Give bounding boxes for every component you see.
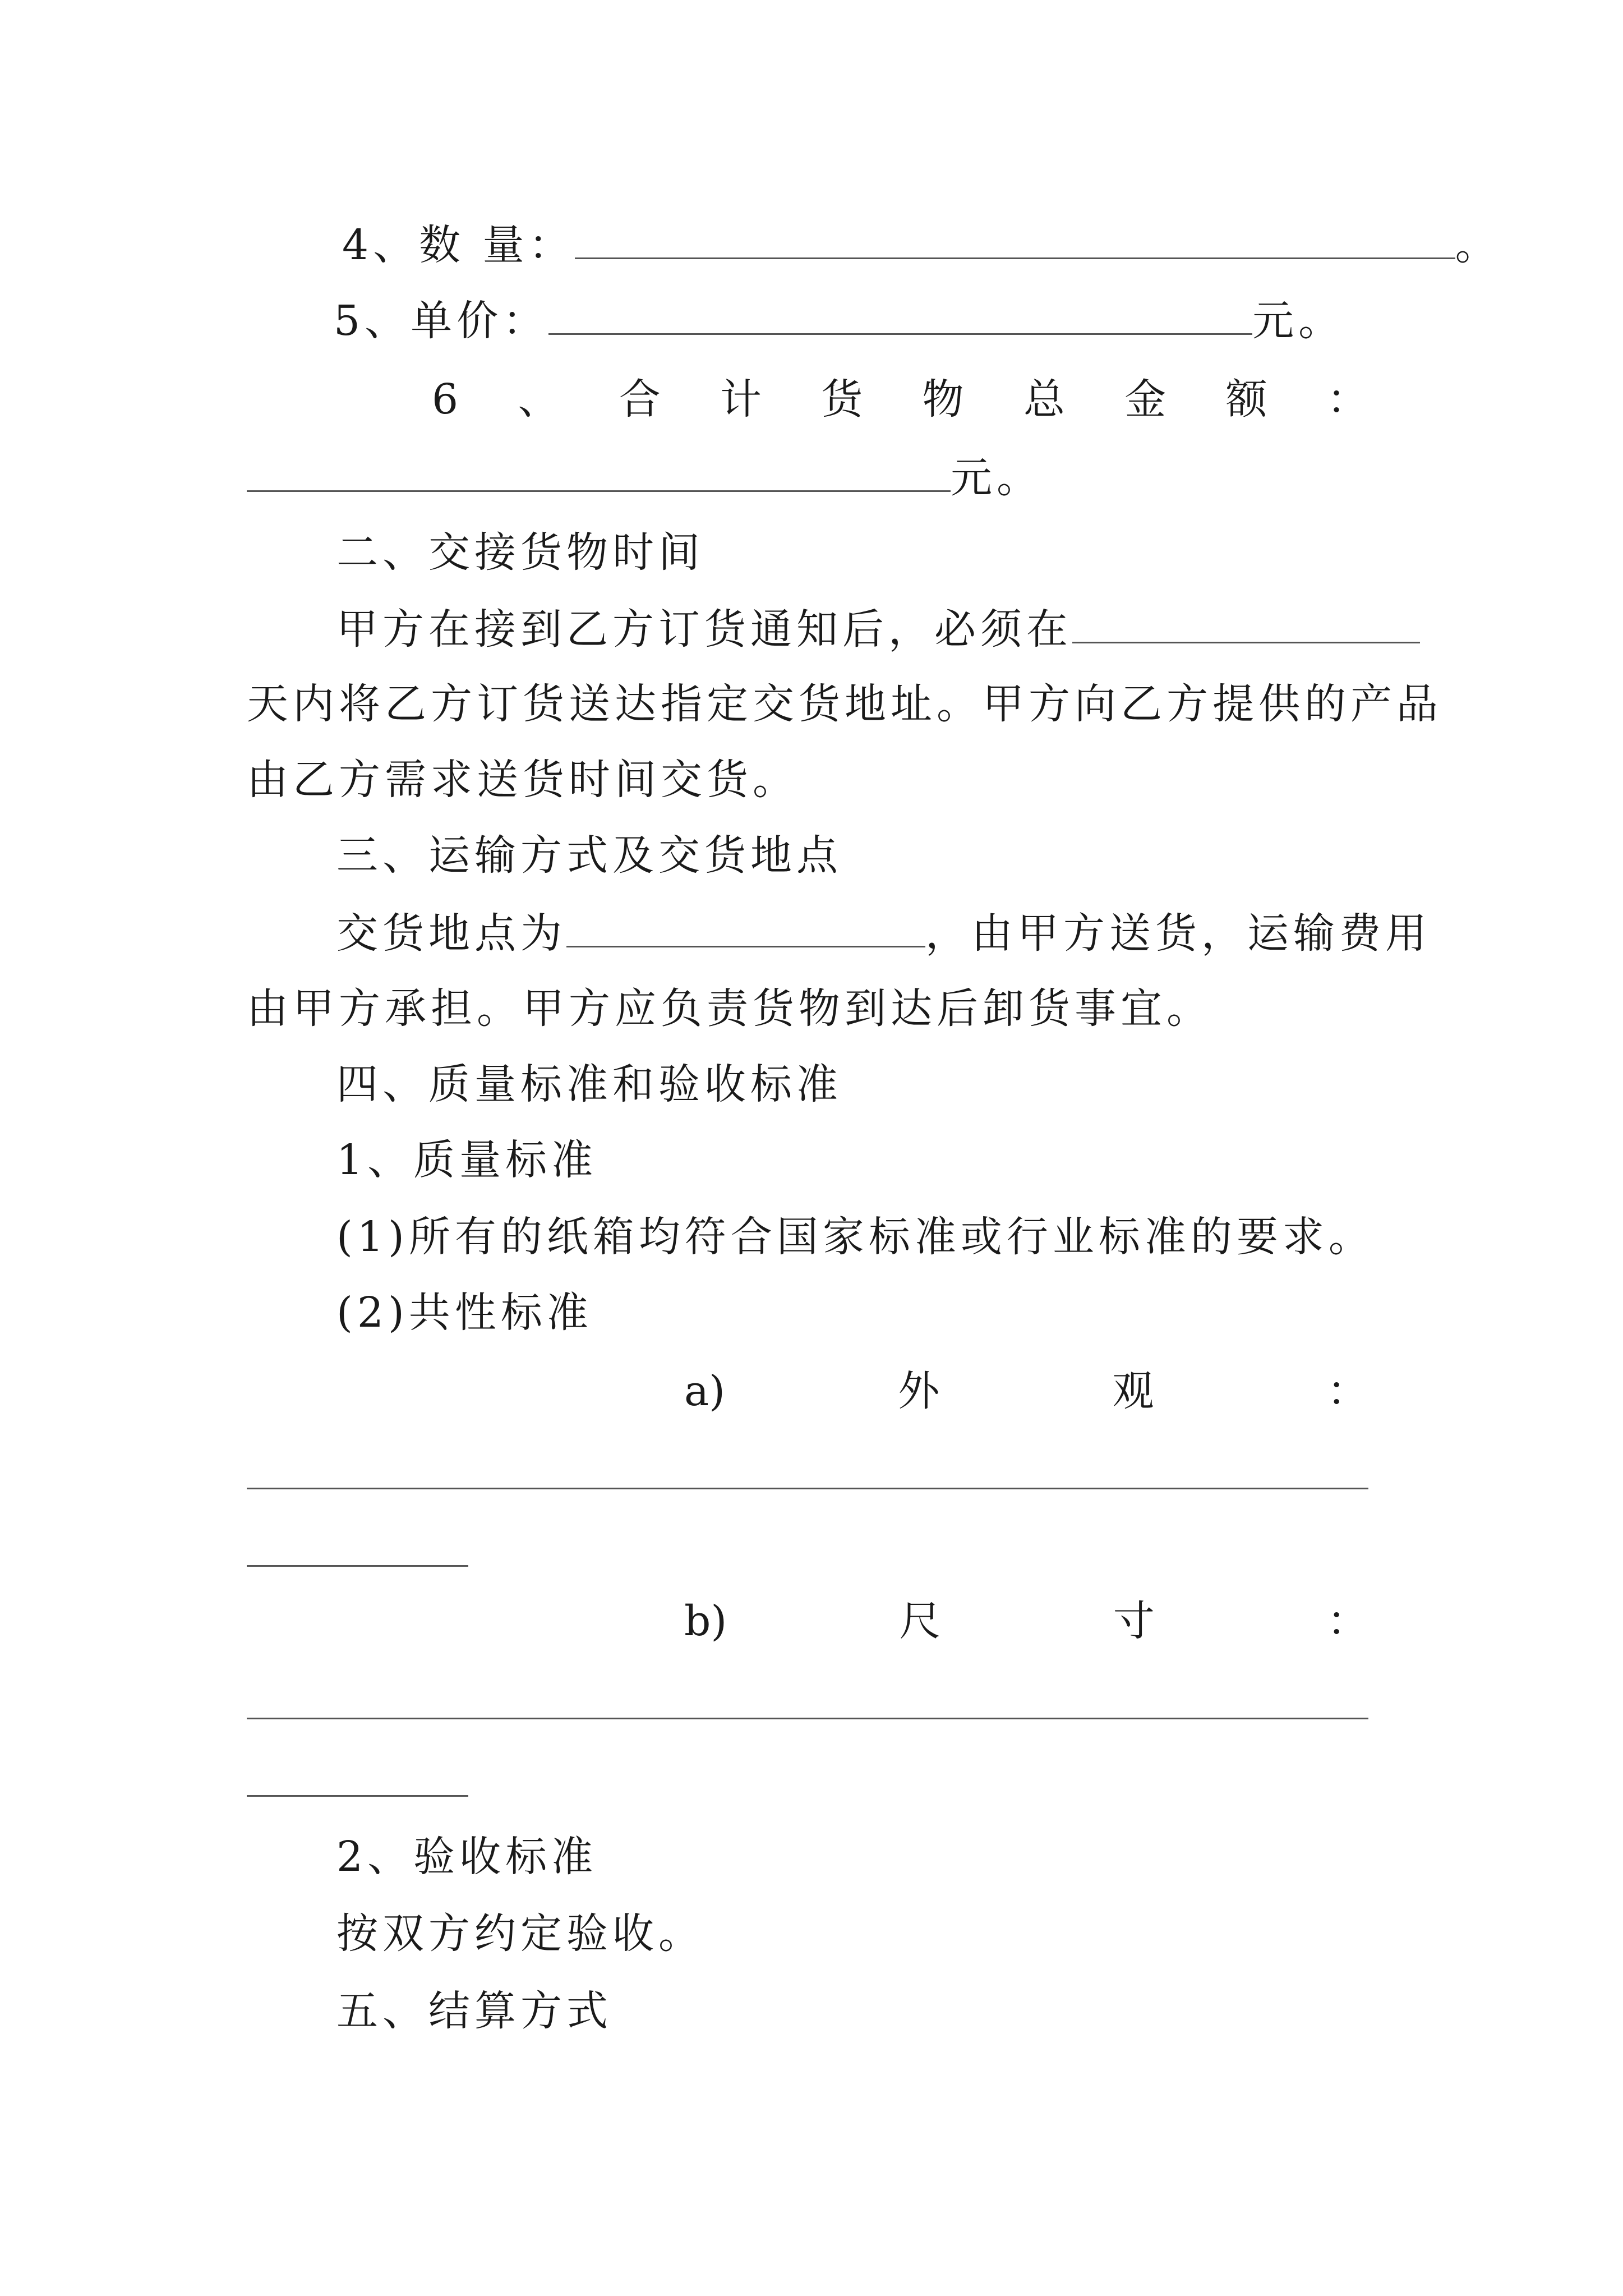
price-blank[interactable] [548, 292, 1252, 335]
total-amount-line [247, 449, 1043, 506]
total-char: 总 [1023, 375, 1065, 424]
appearance-char: ： [1326, 1367, 1368, 1415]
total-char: 计 [720, 375, 762, 424]
section2-para-line1 [336, 600, 1420, 657]
size-blank-line2[interactable] [247, 1795, 468, 1797]
section3-para-start: 交货地点为 [336, 909, 566, 958]
quantity-label: 4、数 量： [342, 221, 575, 269]
section3-heading: 三、运输方式及交货地点 [336, 831, 842, 880]
price-unit: 元。 [1252, 297, 1345, 345]
total-char: 金 [1124, 375, 1166, 424]
appearance-blank-line2[interactable] [247, 1565, 468, 1567]
price-label: 5、单价： [334, 297, 549, 345]
size-label-line [684, 1593, 1368, 1649]
quantity-line [342, 216, 1501, 273]
total-char: 合 [619, 375, 661, 424]
section2-para-line3: 由乙方需求送货时间交货。 [247, 756, 799, 804]
size-char: ： [1327, 1597, 1368, 1645]
section3-para-end: ，由甲方送货，运输费用 [925, 909, 1431, 958]
section3-para-line1 [336, 904, 1431, 961]
total-char: ： [1326, 375, 1368, 424]
appearance-char: a) [684, 1367, 725, 1415]
size-char: 寸 [1113, 1597, 1155, 1645]
total-label-line [432, 371, 1368, 427]
total-unit: 元。 [951, 454, 1043, 502]
total-char: 货 [821, 375, 863, 424]
delivery-place-blank[interactable] [566, 904, 925, 947]
quantity-end: 。 [1455, 221, 1501, 269]
price-line [334, 292, 1344, 349]
total-char: 额 [1225, 375, 1267, 424]
size-char: 尺 [899, 1597, 941, 1645]
total-char: 物 [922, 375, 964, 424]
appearance-blank-line1[interactable] [247, 1488, 1368, 1489]
acceptance-standard-title: 2、验收标准 [336, 1833, 598, 1881]
section2-para-start: 甲方在接到乙方订货通知后，必须在 [336, 605, 1072, 654]
total-char: 、 [518, 375, 560, 424]
size-blank-line1[interactable] [247, 1718, 1368, 1719]
appearance-label-line [684, 1363, 1368, 1419]
days-blank[interactable] [1072, 600, 1420, 643]
section5-heading: 五、结算方式 [336, 1987, 612, 2035]
appearance-char: 外 [898, 1367, 940, 1415]
quality-item-1: (1)所有的纸箱均符合国家标准或行业标准的要求。 [336, 1213, 1375, 1261]
quality-item-2: (2)共性标准 [336, 1289, 593, 1337]
quantity-blank[interactable] [575, 216, 1455, 259]
section4-heading: 四、质量标准和验收标准 [336, 1060, 842, 1108]
appearance-char: 观 [1112, 1367, 1154, 1415]
section3-para-line2: 由甲方承担。甲方应负责货物到达后卸货事宜。 [247, 984, 1212, 1033]
acceptance-standard-text: 按双方约定验收。 [336, 1910, 704, 1958]
total-char: 6 [432, 375, 459, 424]
total-blank[interactable] [247, 449, 951, 492]
size-char: b) [684, 1597, 727, 1645]
section2-para-line2: 天内将乙方订货送达指定交货地址。甲方向乙方提供的产品 [247, 680, 1442, 728]
quality-standard-title: 1、质量标准 [336, 1136, 598, 1184]
section2-heading: 二、交接货物时间 [336, 528, 704, 577]
